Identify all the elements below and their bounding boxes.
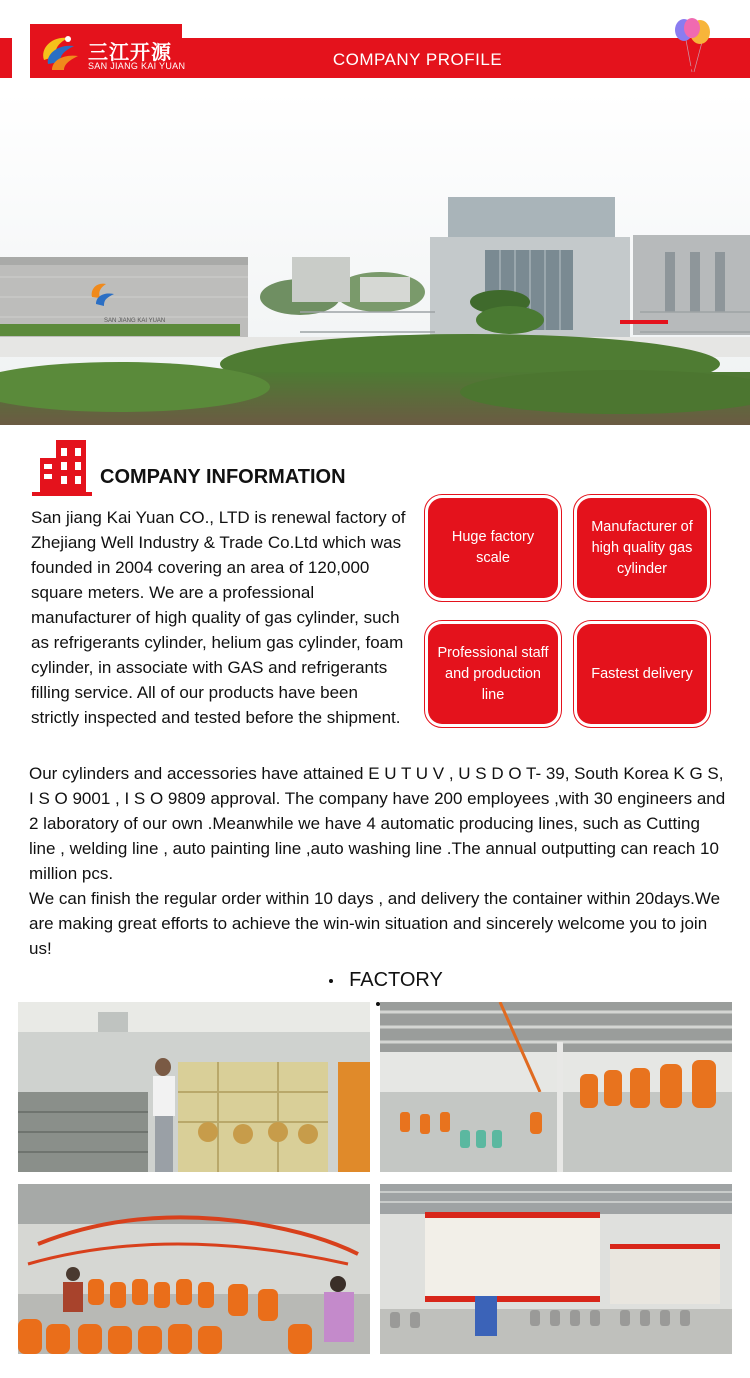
factory-photo-testing-line bbox=[18, 1002, 370, 1172]
building-icon bbox=[30, 436, 94, 496]
factory-photo-painting-line bbox=[18, 1184, 370, 1354]
delivery-paragraph: We can finish the regular order within 10 days , and delivery the container within 20days.We are making great efforts to achieve the win-win situation and sincerely welcome you to join us! bbox=[29, 889, 721, 958]
hero-illustration bbox=[0, 92, 750, 425]
feature-card-professional-staff bbox=[424, 620, 562, 728]
section-heading-company-information: COMPANY INFORMATION bbox=[100, 466, 346, 488]
company-details bbox=[29, 761, 729, 961]
feature-card-manufacturer bbox=[573, 494, 711, 602]
building-sign-text: SAN JIANG KAI YUAN bbox=[104, 318, 166, 324]
feature-label: Professional staff and production line bbox=[428, 624, 558, 724]
feature-card-factory-scale bbox=[424, 494, 562, 602]
feature-card-fastest-delivery bbox=[573, 620, 711, 728]
feature-label: Huge factory scale bbox=[428, 498, 558, 598]
page-title: COMPANY PROFILE bbox=[332, 50, 503, 69]
logo-english-name: SAN JIANG KAI YUAN bbox=[88, 61, 186, 71]
factory-photo-paint-booth bbox=[380, 1184, 732, 1354]
factory-photo-cylinder-conveyor bbox=[380, 1002, 732, 1172]
logo-chinese-name: 三江开源 bbox=[88, 42, 172, 64]
company-description: San jiang Kai Yuan CO., LTD is renewal factory of Zhejiang Well Industry & Trade Co.Ltd which was founded in 2004 covering an area of 120,000 square meters. We are a professional manufacturer of high quality of gas cylinder, such as refrigerants cylinder, helium gas cylinder, foam cylinder, in associate with GAS and refrigerants filling service. All of our products have been strictly inspected and tested before the shipment. bbox=[31, 508, 406, 727]
phoenix-logo-icon bbox=[38, 30, 80, 74]
feature-label: Fastest delivery bbox=[577, 624, 707, 724]
balloons-icon bbox=[670, 10, 740, 80]
bullet-dot bbox=[329, 979, 333, 983]
feature-label: Manufacturer of high quality gas cylinder bbox=[577, 498, 707, 598]
factory-heading-text: FACTORY bbox=[349, 969, 443, 991]
header-accent-bar bbox=[0, 38, 12, 78]
header bbox=[0, 0, 750, 92]
hero-factory-photo bbox=[0, 92, 750, 425]
certifications-paragraph: Our cylinders and accessories have attained E U T U V , U S D O T- 39, South Korea K G S, I S O 9001 , I S O 9809 approval. The company have 200 employees ,with 30 engineers and 2 laboratory of our own .Meanwhile we have 4 automatic producing lines, such as Cutting line , welding line , auto painting line ,auto washing line .The annual outputting can reach 10 million pcs. bbox=[29, 764, 726, 883]
